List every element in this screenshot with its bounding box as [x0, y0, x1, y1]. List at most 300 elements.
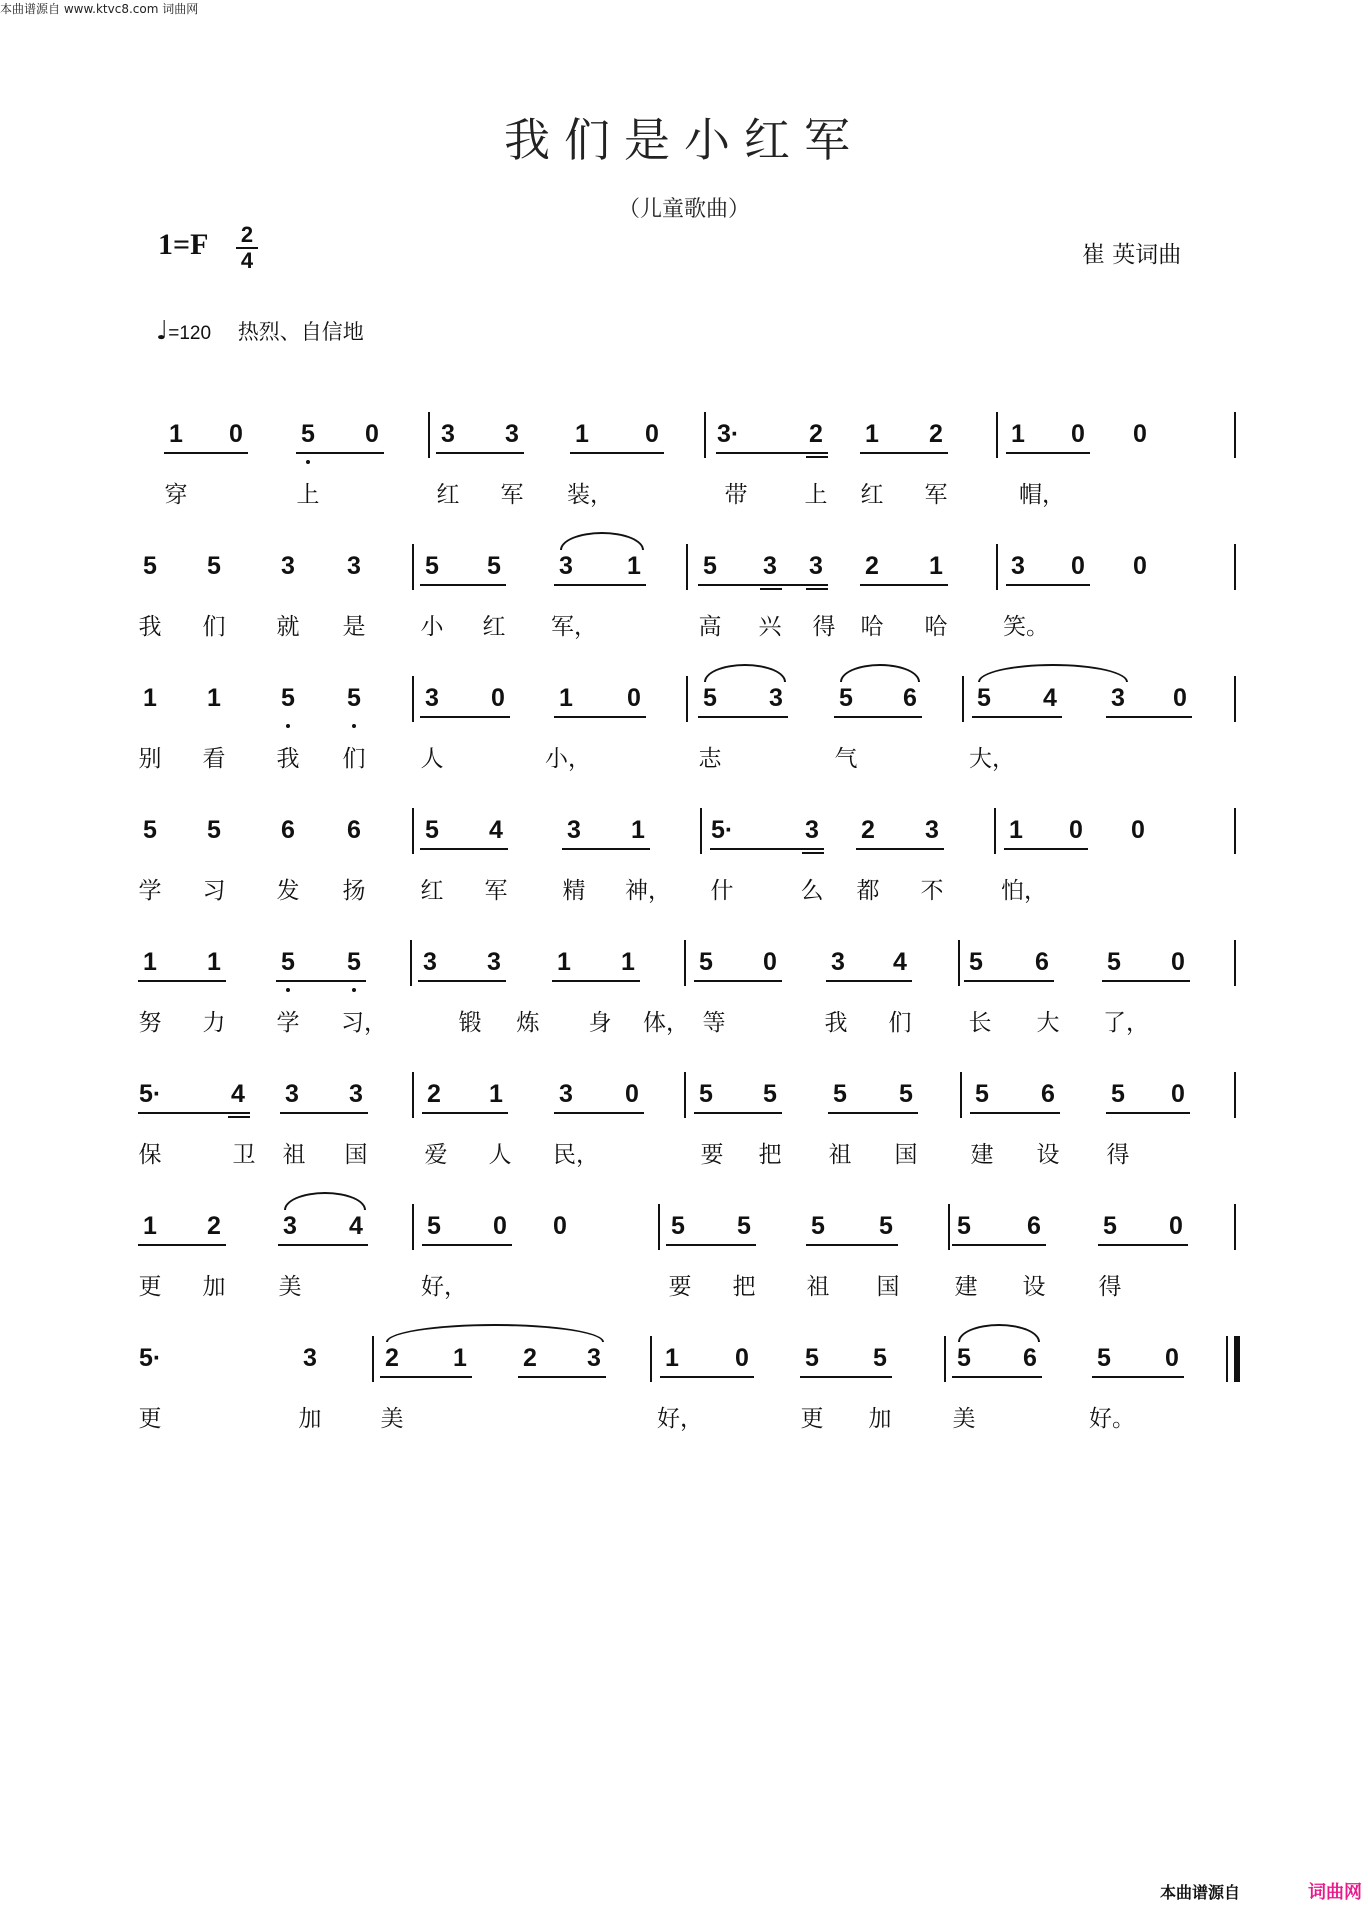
lyric: 国	[876, 1274, 900, 1300]
tempo-marking	[156, 316, 364, 346]
note: 0	[1133, 420, 1147, 448]
lyric: 学	[138, 878, 162, 904]
note: 5	[1103, 1212, 1117, 1240]
beam-underline	[1106, 716, 1192, 718]
note: 5	[879, 1212, 893, 1240]
note: 5	[281, 948, 295, 976]
lyric: 大，	[969, 746, 1015, 772]
note: 1	[143, 1212, 157, 1240]
lyric: 高	[698, 614, 722, 640]
note: 5	[425, 816, 439, 844]
bar-line	[686, 676, 688, 722]
beam-underline	[834, 716, 922, 718]
lyric: 努	[138, 1010, 162, 1036]
beam-underline	[1106, 1112, 1190, 1114]
note: 0	[627, 684, 641, 712]
note: 1	[453, 1344, 467, 1372]
bar-line	[410, 940, 412, 986]
lyric: 别	[138, 746, 162, 772]
lyric: 们	[888, 1010, 912, 1036]
note: 0	[493, 1212, 507, 1240]
lyric: 扬	[342, 878, 366, 904]
lyric: 穿	[164, 482, 188, 508]
slur-arc	[284, 1192, 366, 1210]
bar-line	[1234, 544, 1236, 590]
lyric: 装，	[567, 482, 613, 508]
note: 5	[699, 948, 713, 976]
beam-underline	[296, 452, 384, 454]
lyric: 更	[138, 1406, 162, 1432]
note: 1	[627, 552, 641, 580]
note: 4	[489, 816, 503, 844]
note: 3	[559, 552, 573, 580]
bar-line	[412, 808, 414, 854]
beam-underline	[554, 716, 646, 718]
lyric: 好，	[657, 1406, 703, 1432]
lyric: 设	[1036, 1142, 1060, 1168]
lyric: 身	[588, 1010, 612, 1036]
note: 5	[671, 1212, 685, 1240]
lyric: 习，	[341, 1010, 387, 1036]
beam-underline	[138, 1112, 250, 1114]
beam-underline	[276, 980, 366, 982]
beam-underline	[138, 1244, 226, 1246]
note: 5·	[711, 816, 734, 844]
bar-line	[1234, 1072, 1236, 1118]
beam-underline	[800, 1376, 892, 1378]
note: 0	[491, 684, 505, 712]
beam-underline	[552, 980, 640, 982]
beam-underline	[164, 452, 248, 454]
lyric: 把	[732, 1274, 756, 1300]
note: 6	[903, 684, 917, 712]
lyric: 美	[380, 1406, 404, 1432]
note: 5	[699, 1080, 713, 1108]
note: 3	[559, 1080, 573, 1108]
bar-line	[372, 1336, 374, 1382]
note: 1	[865, 420, 879, 448]
lyric: 祖	[806, 1274, 830, 1300]
note: 2	[865, 552, 879, 580]
time-signature	[236, 224, 258, 272]
lyric: 建	[970, 1142, 994, 1168]
time-signature-bottom: 4	[240, 248, 254, 273]
lyric: 哈	[860, 614, 884, 640]
note: 1	[1011, 420, 1025, 448]
note: 1	[929, 552, 943, 580]
bar-line	[996, 544, 998, 590]
note: 3	[303, 1344, 317, 1372]
lyric: 了，	[1103, 1010, 1149, 1036]
note: 4	[1043, 684, 1057, 712]
beam-underline	[138, 980, 226, 982]
note: 6	[281, 816, 295, 844]
bar-line	[1234, 676, 1236, 722]
slur-arc	[840, 664, 920, 682]
lyric: 国	[344, 1142, 368, 1168]
beam-underline	[828, 1112, 918, 1114]
bar-line	[944, 1336, 946, 1382]
note: 5	[703, 684, 717, 712]
lyric: 要	[668, 1274, 692, 1300]
lyric: 兴	[758, 614, 782, 640]
note: 2	[207, 1212, 221, 1240]
note: 0	[625, 1080, 639, 1108]
lyric: 我	[276, 746, 300, 772]
beam-underline	[694, 980, 782, 982]
beam-underline	[420, 848, 508, 850]
note: 3	[567, 816, 581, 844]
lyric: 我	[138, 614, 162, 640]
quarter-note-icon: ♩	[156, 316, 169, 346]
note: 5	[811, 1212, 825, 1240]
lyric: 好。	[1089, 1406, 1135, 1432]
note: 5	[969, 948, 983, 976]
sixteenth-underline	[228, 1116, 250, 1118]
lyric: 我	[824, 1010, 848, 1036]
note: 3	[347, 552, 361, 580]
note: 0	[645, 420, 659, 448]
bar-line	[686, 544, 688, 590]
lyric: 都	[856, 878, 880, 904]
lyric: 就	[276, 614, 300, 640]
lyric: 带	[724, 482, 748, 508]
lyric: 保	[138, 1142, 162, 1168]
beam-underline	[660, 1376, 754, 1378]
note: 1	[575, 420, 589, 448]
sixteenth-underline	[806, 456, 828, 458]
beam-underline	[570, 452, 664, 454]
note: 1	[559, 684, 573, 712]
lyric: 看	[202, 746, 226, 772]
note: 1	[665, 1344, 679, 1372]
lyric: 建	[954, 1274, 978, 1300]
beam-underline	[710, 848, 824, 850]
note: 0	[229, 420, 243, 448]
lyric: 设	[1022, 1274, 1046, 1300]
note: 0	[553, 1212, 567, 1240]
beam-underline	[666, 1244, 756, 1246]
beam-underline	[278, 1244, 368, 1246]
note: 4	[349, 1212, 363, 1240]
beam-underline	[826, 980, 912, 982]
lyric: 军	[924, 482, 948, 508]
bar-line	[684, 940, 686, 986]
note: 2	[861, 816, 875, 844]
note: 3	[587, 1344, 601, 1372]
bar-line	[1234, 1336, 1240, 1382]
note: 3	[763, 552, 777, 580]
lyric: 红	[860, 482, 884, 508]
lyric: 么	[800, 878, 824, 904]
lyric: 怕，	[1001, 878, 1047, 904]
beam-underline	[1098, 1244, 1188, 1246]
bar-line	[1234, 940, 1236, 986]
footer-source-text: 本曲谱源自	[1160, 1883, 1241, 1902]
note: 1	[143, 684, 157, 712]
note: 6	[1041, 1080, 1055, 1108]
lyric: 红	[420, 878, 444, 904]
lyric: 精	[562, 878, 586, 904]
note: 5	[427, 1212, 441, 1240]
lyric: 小	[420, 614, 444, 640]
bar-line	[1234, 1204, 1236, 1250]
lyric: 发	[276, 878, 300, 904]
lyric: 人	[488, 1142, 512, 1168]
note: 1	[489, 1080, 503, 1108]
note: 0	[1071, 552, 1085, 580]
note: 3	[1011, 552, 1025, 580]
note: 5	[873, 1344, 887, 1372]
note: 0	[1171, 948, 1185, 976]
beam-underline	[422, 1244, 512, 1246]
lyric: 什	[710, 878, 734, 904]
time-signature-top: 2	[240, 222, 254, 247]
beam-underline	[554, 1112, 644, 1114]
lyric: 把	[758, 1142, 782, 1168]
beam-underline	[952, 1244, 1046, 1246]
bar-line	[704, 412, 706, 458]
note: 5	[737, 1212, 751, 1240]
tempo-expression: 热烈、自信地	[237, 320, 364, 344]
beam-underline	[970, 1112, 1060, 1114]
note: 3	[285, 1080, 299, 1108]
bar-line	[412, 676, 414, 722]
sixteenth-underline	[802, 852, 824, 854]
lyric: 更	[138, 1274, 162, 1300]
beam-underline	[698, 584, 828, 586]
note: 1	[631, 816, 645, 844]
note: 2	[523, 1344, 537, 1372]
lyric: 要	[700, 1142, 724, 1168]
lyric: 哈	[924, 614, 948, 640]
beam-underline	[698, 716, 788, 718]
note: 3	[487, 948, 501, 976]
note: 4	[231, 1080, 245, 1108]
note: 1	[557, 948, 571, 976]
note: 3	[505, 420, 519, 448]
beam-underline	[436, 452, 524, 454]
lyric: 红	[436, 482, 460, 508]
note: 3	[441, 420, 455, 448]
lyric: 志	[698, 746, 722, 772]
note: 5	[347, 684, 361, 712]
lyric: 大	[1036, 1010, 1060, 1036]
lyric: 们	[202, 614, 226, 640]
bar-line	[412, 1072, 414, 1118]
beam-underline	[554, 584, 646, 586]
lyric: 上	[296, 482, 320, 508]
slur-arc	[386, 1324, 604, 1342]
note: 3	[805, 816, 819, 844]
note: 5·	[139, 1344, 162, 1372]
note: 5	[425, 552, 439, 580]
note: 0	[1169, 1212, 1183, 1240]
note: 3·	[717, 420, 740, 448]
lyric: 帽，	[1019, 482, 1065, 508]
beam-underline	[952, 1376, 1042, 1378]
bar-line	[658, 1204, 660, 1250]
bar-line	[700, 808, 702, 854]
beam-underline	[280, 1112, 368, 1114]
note: 2	[929, 420, 943, 448]
note: 1	[207, 684, 221, 712]
note: 0	[1173, 684, 1187, 712]
note: 5	[487, 552, 501, 580]
lyric: 体，	[643, 1010, 689, 1036]
song-title: 我们是小红军	[504, 113, 864, 167]
octave-dot	[352, 988, 356, 992]
lyric: 小，	[545, 746, 591, 772]
note: 3	[809, 552, 823, 580]
bar-line	[1234, 412, 1236, 458]
note: 3	[425, 684, 439, 712]
note: 5	[301, 420, 315, 448]
note: 0	[1131, 816, 1145, 844]
lyric: 得	[812, 614, 836, 640]
beam-underline	[1092, 1376, 1184, 1378]
beam-underline	[1006, 584, 1090, 586]
note: 0	[735, 1344, 749, 1372]
key-signature: 1=F	[158, 228, 209, 261]
lyric: 得	[1106, 1142, 1130, 1168]
beam-underline	[1006, 452, 1090, 454]
sixteenth-underline	[760, 588, 782, 590]
note: 6	[1023, 1344, 1037, 1372]
beam-underline	[420, 716, 510, 718]
lyric: 炼	[516, 1010, 540, 1036]
note: 1	[621, 948, 635, 976]
lyric: 等	[702, 1010, 726, 1036]
lyric: 加	[298, 1406, 322, 1432]
beam-underline	[518, 1376, 606, 1378]
beam-underline	[694, 1112, 782, 1114]
note: 5	[899, 1080, 913, 1108]
lyric: 祖	[282, 1142, 306, 1168]
footer-site-logo: 词曲网	[1308, 1882, 1362, 1903]
lyric: 卫	[232, 1142, 256, 1168]
lyric: 加	[202, 1274, 226, 1300]
octave-dot	[286, 988, 290, 992]
bar-line	[958, 940, 960, 986]
note: 5	[957, 1344, 971, 1372]
note: 2	[809, 420, 823, 448]
note: 5	[975, 1080, 989, 1108]
beam-underline	[1004, 848, 1088, 850]
slur-arc	[978, 664, 1128, 682]
lyric: 红	[482, 614, 506, 640]
bar-line	[1234, 808, 1236, 854]
lyric: 得	[1098, 1274, 1122, 1300]
note: 1	[207, 948, 221, 976]
note: 3	[1111, 684, 1125, 712]
note: 5	[1111, 1080, 1125, 1108]
note: 2	[385, 1344, 399, 1372]
note: 0	[763, 948, 777, 976]
note: 0	[1133, 552, 1147, 580]
note: 5	[143, 552, 157, 580]
note: 5	[1097, 1344, 1111, 1372]
note: 5	[281, 684, 295, 712]
note: 1	[143, 948, 157, 976]
note: 3	[349, 1080, 363, 1108]
sixteenth-underline	[806, 588, 828, 590]
octave-dot	[352, 724, 356, 728]
note: 5	[207, 552, 221, 580]
note: 3	[283, 1212, 297, 1240]
lyric: 军	[500, 482, 524, 508]
lyric: 民，	[553, 1142, 599, 1168]
lyric: 爱	[424, 1142, 448, 1168]
beam-underline	[972, 716, 1062, 718]
slur-arc	[958, 1324, 1040, 1342]
note: 0	[1165, 1344, 1179, 1372]
slur-arc	[704, 664, 786, 682]
lyric: 上	[804, 482, 828, 508]
note: 6	[1027, 1212, 1041, 1240]
beam-underline	[860, 584, 948, 586]
composer-credit: 崔 英词曲	[1082, 242, 1182, 268]
note: 2	[427, 1080, 441, 1108]
beam-underline	[420, 584, 506, 586]
note: 1	[169, 420, 183, 448]
note: 0	[1069, 816, 1083, 844]
note: 5	[957, 1212, 971, 1240]
beam-underline	[418, 980, 506, 982]
beam-underline	[806, 1244, 898, 1246]
beam-underline	[716, 452, 828, 454]
note: 6	[347, 816, 361, 844]
bar-line	[684, 1072, 686, 1118]
bar-line	[412, 544, 414, 590]
bar-line	[948, 1204, 950, 1250]
octave-dot	[306, 460, 310, 464]
note: 3	[769, 684, 783, 712]
lyric: 习	[202, 878, 226, 904]
note: 1	[1009, 816, 1023, 844]
note: 3	[831, 948, 845, 976]
beam-underline	[860, 452, 948, 454]
beam-underline	[380, 1376, 472, 1378]
beam-underline	[562, 848, 650, 850]
slur-arc	[560, 532, 644, 550]
note: 6	[1035, 948, 1049, 976]
lyric: 们	[342, 746, 366, 772]
lyric: 祖	[828, 1142, 852, 1168]
note: 5	[347, 948, 361, 976]
bar-line	[412, 1204, 414, 1250]
tempo-bpm: =120	[168, 323, 212, 344]
bar-line	[960, 1072, 962, 1118]
lyric: 更	[800, 1406, 824, 1432]
beam-underline	[964, 980, 1054, 982]
beam-underline	[1102, 980, 1190, 982]
note: 0	[1171, 1080, 1185, 1108]
lyric: 是	[342, 614, 366, 640]
bar-line	[996, 412, 998, 458]
bar-line	[428, 412, 430, 458]
lyric: 长	[968, 1010, 992, 1036]
lyric: 美	[278, 1274, 302, 1300]
note: 5·	[139, 1080, 162, 1108]
note: 5	[839, 684, 853, 712]
note: 3	[423, 948, 437, 976]
note: 0	[365, 420, 379, 448]
song-subtitle: （儿童歌曲）	[617, 197, 750, 222]
note: 0	[1071, 420, 1085, 448]
note: 5	[833, 1080, 847, 1108]
lyric: 好，	[421, 1274, 467, 1300]
